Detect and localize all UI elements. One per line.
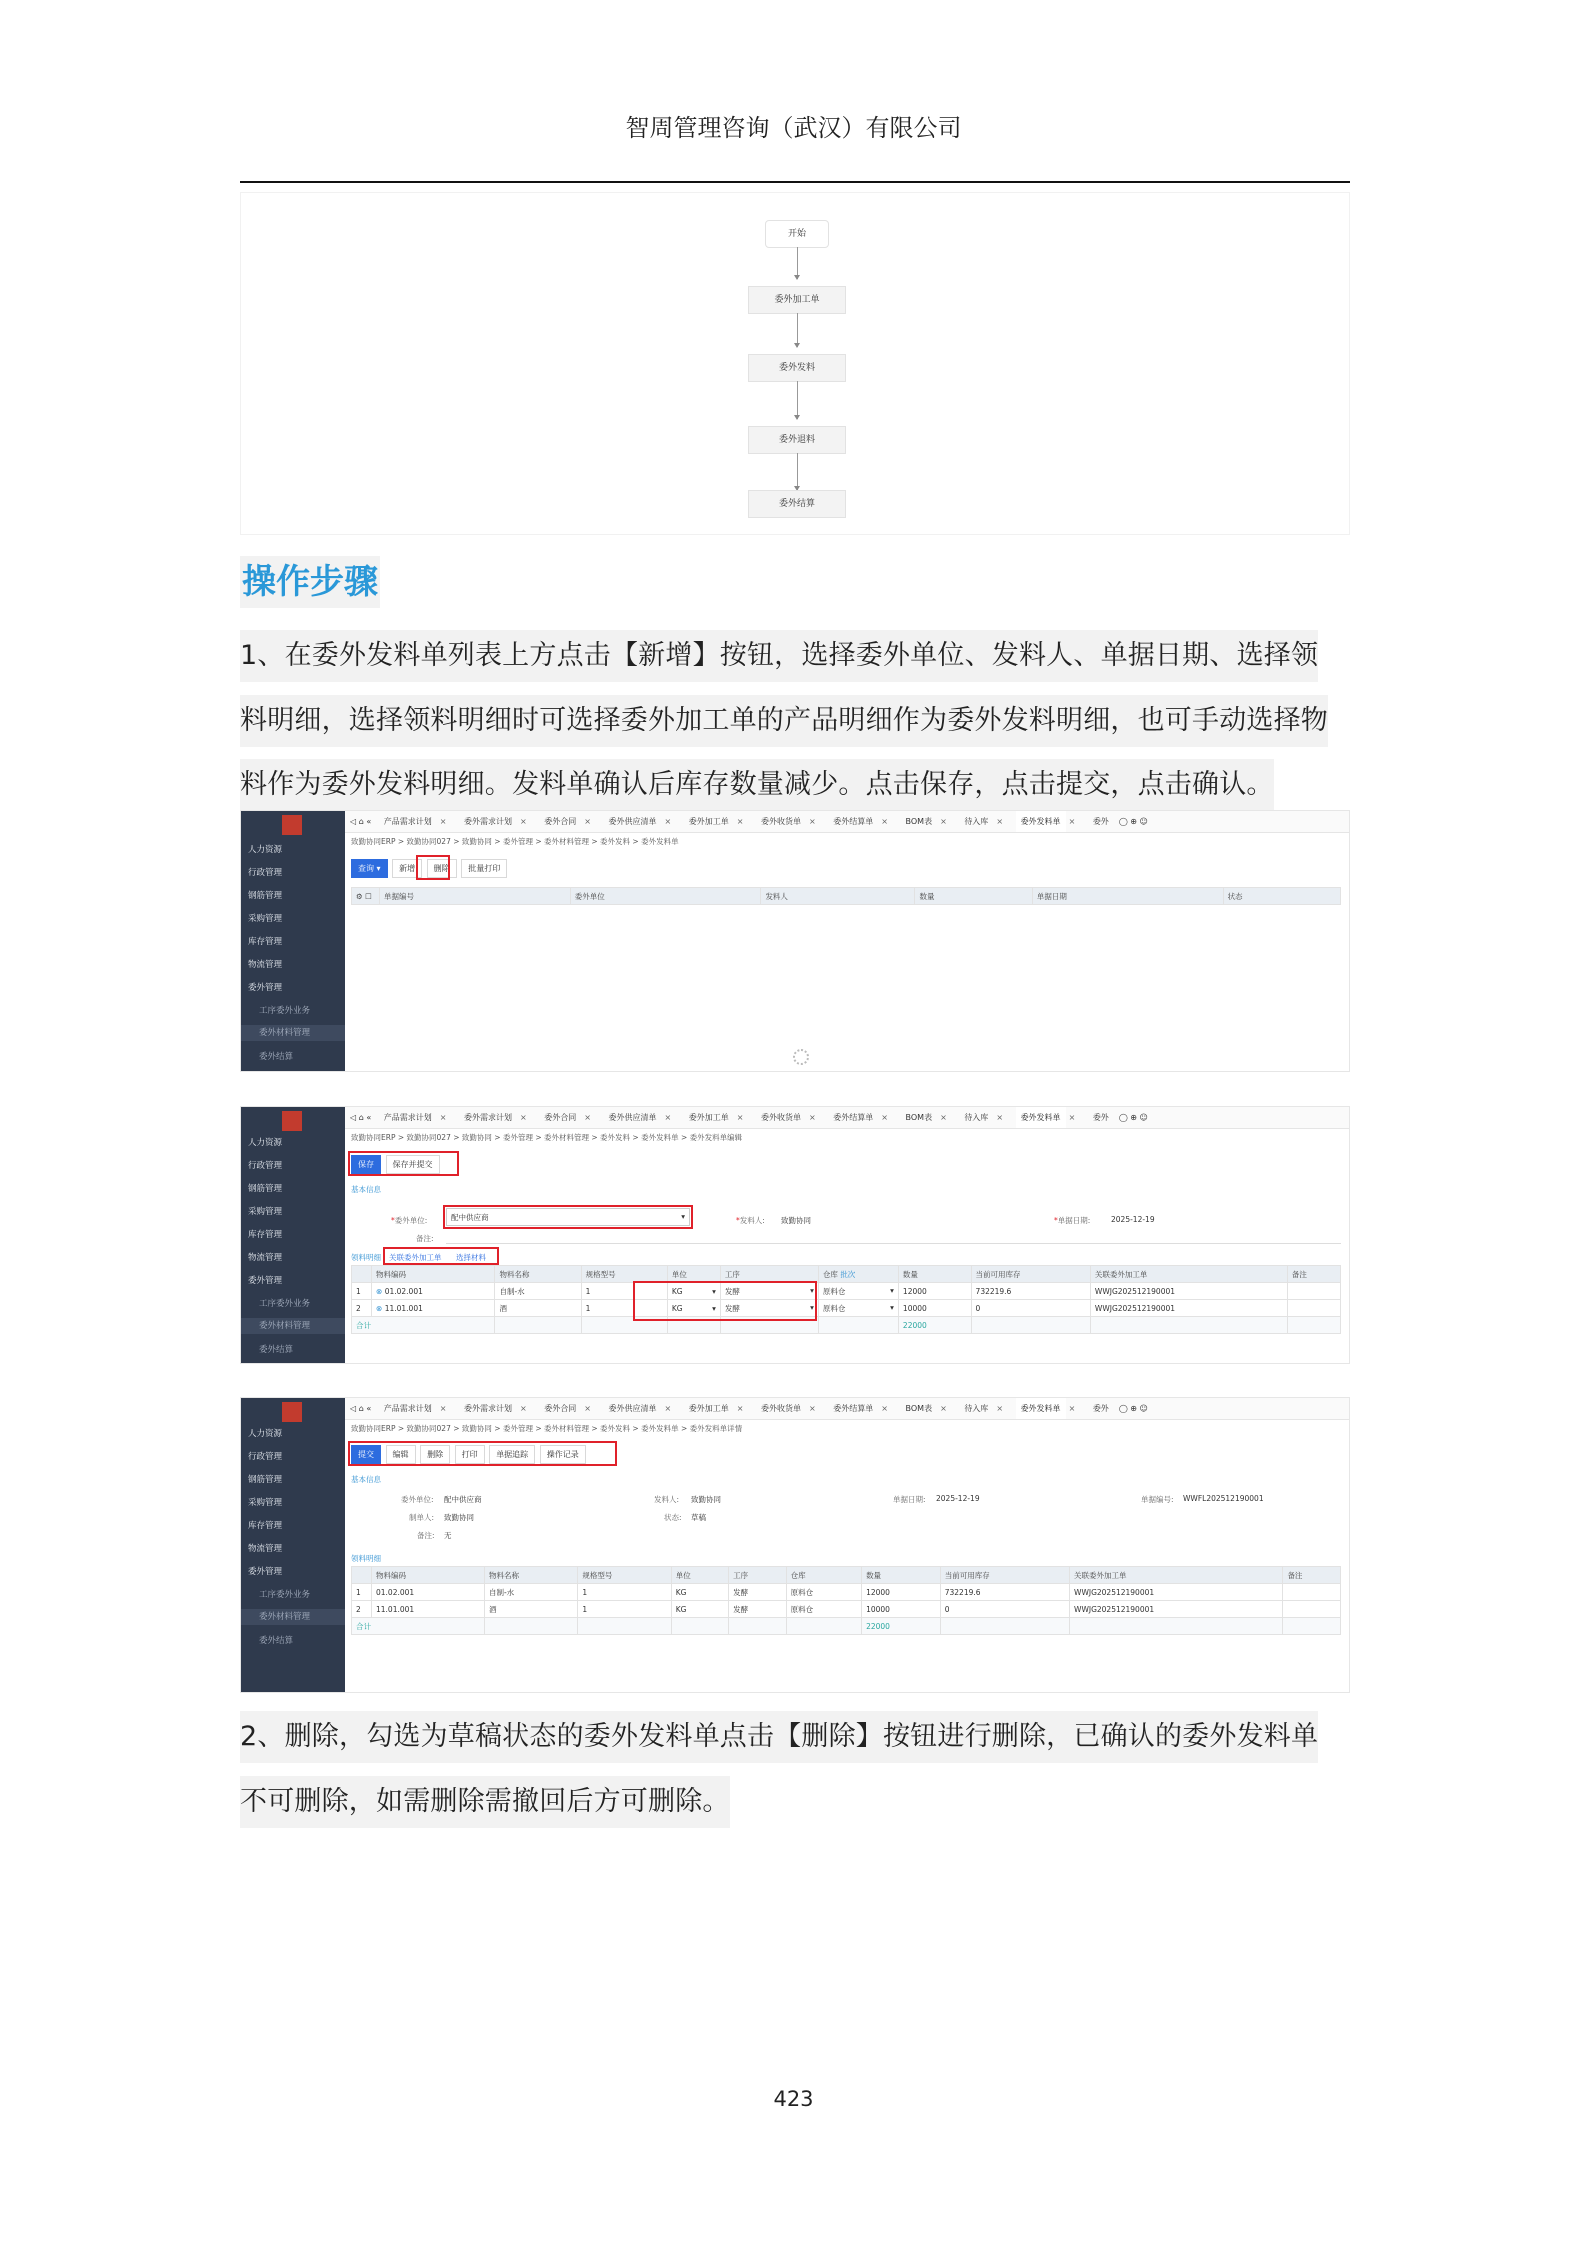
tab-bar [345,1107,1349,1129]
logo [282,1402,302,1422]
screenshot-detail [240,1397,1350,1693]
tab[interactable]: 委外合同 [544,1113,577,1122]
sidebar-item[interactable]: 钢筋管理 [248,1475,283,1485]
sidebar [241,1398,345,1692]
column-header: 当前可用库存 [940,1567,1069,1584]
tab[interactable]: 委外合同 [544,1404,577,1413]
close-icon[interactable]: × [1068,1113,1076,1122]
total-row: 合计 22000 [352,1618,1341,1635]
close-icon[interactable]: × [664,1113,672,1122]
logo [282,1111,302,1131]
column-header: 物料名称 [495,1266,581,1283]
close-icon[interactable]: × [584,817,591,826]
close-icon[interactable]: × [664,817,672,826]
sidebar-item[interactable]: 采购管理 [248,914,283,924]
column-header[interactable]: 状态 [1223,888,1340,905]
sidebar-item[interactable]: 库存管理 [248,937,283,947]
total-row: 合计 22000 [352,1317,1341,1334]
paragraph-line: 1、在委外发料单列表上方点击【新增】按钮，选择委外单位、发料人、单据日期、选择领 [240,630,1318,682]
tab[interactable]: 委外供应清单 [608,1113,657,1122]
tab[interactable]: 委外供应清单 [608,817,657,826]
flow-arrow [797,247,798,279]
field-label: 单据编号: [1141,1495,1174,1504]
sidebar-item[interactable]: 物流管理 [248,1253,283,1263]
list-table [351,887,1341,905]
close-icon[interactable]: × [809,1404,816,1413]
sidebar [241,811,345,1071]
globe-icon[interactable]: ◯ ⊕ ☺ [1118,1113,1148,1122]
batch-print-button[interactable]: 批量打印 [461,859,507,878]
flow-node-order: 委外加工单 [748,286,846,314]
tab[interactable]: ◁ ⌂ « [350,817,372,826]
tab[interactable]: 产品需求计划 [383,1404,432,1413]
flow-node-start: 开始 [765,220,829,248]
globe-icon[interactable]: ◯ ⊕ ☺ [1118,817,1148,826]
tab-bar [345,811,1349,833]
tab-bar [345,1398,1349,1420]
table-row[interactable]: 1 ⊗ 01.02.001 自制-水 1 KG ▾ 发酵 ▾ 原料仓 ▾ 12000 732219.6 WWJG202512190001 [352,1283,1341,1300]
column-header: 关联委外加工单 [1090,1266,1287,1283]
tab-active[interactable]: 委外发料单 [1016,811,1066,833]
unit-select[interactable]: 配中供应商 ▾ [446,1208,690,1226]
log-button[interactable]: 操作记录 [540,1445,586,1464]
close-icon[interactable]: × [940,817,947,826]
trace-button[interactable]: 单据追踪 [489,1445,535,1464]
close-icon[interactable]: × [520,1113,527,1122]
delete-button[interactable]: 删除 [427,859,457,878]
close-icon[interactable]: × [881,1113,888,1122]
tab[interactable]: BOM表 [905,1113,933,1122]
logo [282,815,302,835]
remove-icon[interactable]: ⊗ [376,1286,383,1296]
close-icon[interactable]: × [940,1404,947,1413]
close-icon[interactable]: × [736,1113,744,1122]
sidebar-subitem[interactable]: 委外结算 [259,1345,294,1355]
tab[interactable]: 待入库 [964,1404,989,1413]
paragraph-line: 料作为委外发料明细。发料单确认后库存数量减少。点击保存，点击提交，点击确认。 [240,759,1274,811]
column-header: 单位 [667,1266,720,1283]
breadcrumb: 致勤协同ERP > 致勤协同027 > 致勤协同 > 委外管理 > 委外材料管理 > 委外发料 > 委外发料单 [351,837,679,846]
column-header: 仓库 [786,1567,861,1584]
remove-icon[interactable]: ⊗ [376,1303,383,1313]
column-header: 物料编码 [372,1567,485,1584]
tab[interactable]: 委外加工单 [688,817,729,826]
tab[interactable]: 委外合同 [544,817,577,826]
sidebar-item[interactable]: 委外管理 [248,1567,283,1577]
sidebar-item[interactable]: 委外管理 [248,983,283,993]
flowchart [240,192,1350,535]
globe-icon[interactable]: ◯ ⊕ ☺ [1118,1404,1148,1413]
column-header: 数量 [898,1266,971,1283]
section-label: 基本信息 [351,1185,381,1194]
sidebar-item[interactable]: 库存管理 [248,1230,283,1240]
column-header: 当前可用库存 [971,1266,1090,1283]
save-button[interactable]: 保存 [351,1155,381,1174]
print-button[interactable]: 打印 [455,1445,485,1464]
close-icon[interactable]: × [584,1404,591,1413]
warehouse-select[interactable]: 原料仓 ▾ [818,1300,898,1317]
sidebar-subitem-active[interactable]: 委外材料管理 [241,1609,345,1625]
column-header[interactable]: 单据编号 [380,888,571,905]
sidebar-item[interactable]: 物流管理 [248,960,283,970]
close-icon[interactable]: × [996,817,1004,826]
field-label: 状态: [664,1513,682,1522]
delete-button[interactable]: 删除 [420,1445,450,1464]
warehouse-select[interactable]: 原料仓 ▾ [818,1283,898,1300]
sidebar-item[interactable]: 钢筋管理 [248,891,283,901]
select-material-button[interactable]: 选择材料 [456,1253,486,1262]
flow-arrow [797,453,798,490]
sidebar-subitem-active[interactable]: 委外材料管理 [241,1025,345,1041]
tab[interactable]: BOM表 [905,1404,933,1413]
link-order-button[interactable]: 关联委外加工单 [389,1253,442,1262]
column-header: 仓库 批次 [818,1266,898,1283]
close-icon[interactable]: × [940,1113,947,1122]
qty-input[interactable]: 12000 [898,1283,971,1300]
tab[interactable]: 产品需求计划 [383,817,432,826]
tab-active[interactable]: 委外发料单 [1016,1107,1066,1129]
column-header: 单位 [671,1567,728,1584]
close-icon[interactable]: × [1068,1404,1076,1413]
sidebar-item[interactable]: 采购管理 [248,1498,283,1508]
field-label: *委外单位: [391,1216,428,1225]
add-button[interactable]: 新增 [392,859,422,878]
tab[interactable]: 委外收货单 [761,1404,802,1413]
section-title: 操作步骤 [240,556,380,608]
process-select[interactable]: 发酵 ▾ [720,1300,818,1317]
tab[interactable]: BOM表 [905,817,933,826]
detail-table [351,1265,1341,1334]
highlight-box [443,1205,693,1229]
flow-node-issue: 委外发料 [748,354,846,382]
sidebar-subitem[interactable]: 工序委外业务 [259,1006,311,1016]
highlight-box [348,1441,617,1466]
sidebar-subitem[interactable]: 工序委外业务 [259,1299,311,1309]
flow-arrow [797,313,798,347]
table-row[interactable]: 1 01.02.001 自制-水 1 KG 发酵 原料仓 12000 732219.6 WWJG202512190001 [352,1584,1341,1601]
remark-field[interactable] [446,1230,1341,1244]
column-header: 数量 [862,1567,941,1584]
date-field[interactable]: 2025-12-19 [1111,1215,1155,1224]
tab[interactable]: 产品需求计划 [383,1113,432,1122]
doc-no-value: WWFL202512190001 [1183,1494,1264,1503]
tab[interactable]: ◁ ⌂ « [350,1404,372,1413]
sidebar-item[interactable]: 人力资源 [248,845,283,855]
tab[interactable]: 委外加工单 [688,1113,729,1122]
page-number: 423 [773,2087,814,2111]
sidebar-subitem[interactable]: 委外结算 [259,1636,294,1646]
breadcrumb: 致勤协同ERP > 致勤协同027 > 致勤协同 > 委外管理 > 委外材料管理 > 委外发料 > 委外发料单 > 委外发料单详情 [351,1424,743,1433]
column-header[interactable]: 单据日期 [1032,888,1223,905]
close-icon[interactable]: × [520,817,527,826]
close-icon[interactable]: × [439,1113,447,1122]
tab[interactable]: 委外结算单 [833,1113,874,1122]
tab-active[interactable]: 委外发料单 [1016,1398,1066,1420]
submit-button[interactable]: 提交 [351,1445,381,1464]
unit-value: 配中供应商 [444,1495,482,1504]
tab[interactable]: 待入库 [964,1113,989,1122]
close-icon[interactable]: × [809,817,816,826]
page-header: 智周管理咨询（武汉）有限公司 [625,114,962,142]
date-value: 2025-12-19 [936,1494,980,1503]
close-icon[interactable]: × [881,1404,888,1413]
tab[interactable]: 委外 [1092,1404,1109,1413]
field-label: 制单人: [409,1513,435,1522]
field-label: 备注: [417,1531,435,1540]
field-label: 单据日期: [893,1495,926,1504]
header-rule [240,181,1350,183]
tab[interactable]: 委外需求计划 [464,1404,513,1413]
tab[interactable]: 委外加工单 [688,1404,729,1413]
sidebar-item[interactable]: 人力资源 [248,1138,283,1148]
flow-node-settle: 委外结算 [748,490,846,518]
close-icon[interactable]: × [809,1113,816,1122]
sidebar [241,1107,345,1363]
sidebar-item[interactable]: 行政管理 [248,868,283,878]
section-label: 领料明细 [351,1253,381,1262]
gear-icon[interactable]: ⚙ ☐ [352,888,380,905]
close-icon[interactable]: × [439,817,447,826]
close-icon[interactable]: × [881,817,888,826]
close-icon[interactable]: × [736,1404,744,1413]
column-header: 工序 [720,1266,818,1283]
flow-arrow [797,381,798,419]
sidebar-subitem[interactable]: 工序委外业务 [259,1590,311,1600]
remark-value: 无 [444,1531,452,1540]
tab[interactable]: 委外 [1092,817,1109,826]
tab[interactable]: ◁ ⌂ « [350,1113,372,1122]
close-icon[interactable]: × [996,1404,1004,1413]
close-icon[interactable]: × [664,1404,672,1413]
tab[interactable]: 委外需求计划 [464,817,513,826]
sidebar-item[interactable]: 库存管理 [248,1521,283,1531]
tab[interactable]: 委外供应清单 [608,1404,657,1413]
column-header: 规格型号 [581,1266,667,1283]
breadcrumb: 致勤协同ERP > 致勤协同027 > 致勤协同 > 委外管理 > 委外材料管理 > 委外发料 > 委外发料单 > 委外发料单编辑 [351,1133,743,1142]
process-select[interactable]: 发酵 ▾ [720,1283,818,1300]
column-header: 备注 [1287,1266,1340,1283]
close-icon[interactable]: × [1068,817,1076,826]
tab[interactable]: 委外收货单 [761,817,802,826]
sidebar-item[interactable]: 委外管理 [248,1276,283,1286]
close-icon[interactable]: × [996,1113,1004,1122]
sidebar-item[interactable]: 钢筋管理 [248,1184,283,1194]
tab[interactable]: 委外结算单 [833,817,874,826]
column-header[interactable]: 数量 [915,888,1032,905]
detail-table [351,1566,1341,1635]
section-label: 基本信息 [351,1475,381,1484]
sidebar-subitem[interactable]: 委外结算 [259,1052,294,1062]
creator-value: 致勤协同 [444,1513,474,1522]
field-label: *单据日期: [1054,1216,1091,1225]
sidebar-item[interactable]: 行政管理 [248,1161,283,1171]
sidebar-subitem-active[interactable]: 委外材料管理 [241,1318,345,1334]
column-header: 物料编码 [372,1266,495,1283]
field-label: 发料人: [654,1495,680,1504]
tab[interactable]: 委外需求计划 [464,1113,513,1122]
section-label: 领料明细 [351,1554,381,1563]
issuer-field[interactable]: 致勤协同 [781,1216,811,1225]
table-row[interactable]: 2 ⊗ 11.01.001 酒 1 KG ▾ 发酵 ▾ 原料仓 ▾ 10000 0 WWJG202512190001 [352,1300,1341,1317]
sidebar-item[interactable]: 行政管理 [248,1452,283,1462]
close-icon[interactable]: × [439,1404,447,1413]
tab[interactable]: 委外 [1092,1113,1109,1122]
paragraph-line: 料明细，选择领料明细时可选择委外加工单的产品明细作为委外发料明细，也可手动选择物 [240,695,1328,747]
sidebar-item[interactable]: 采购管理 [248,1207,283,1217]
close-icon[interactable]: × [584,1113,591,1122]
screenshot-edit [240,1106,1350,1364]
highlight-box [416,855,450,880]
save-submit-button[interactable]: 保存并提交 [386,1155,440,1174]
status-badge: 草稿 [691,1513,706,1522]
loading-spinner-icon [793,1049,809,1065]
highlight-box [383,1247,499,1265]
paragraph-line: 2、删除，勾选为草稿状态的委外发料单点击【删除】按钮进行删除，已确认的委外发料单 [240,1711,1318,1763]
flow-node-return: 委外退料 [748,426,846,454]
qty-input[interactable]: 10000 [898,1300,971,1317]
column-header: 工序 [729,1567,786,1584]
column-header[interactable]: 发料人 [761,888,915,905]
close-icon[interactable]: × [520,1404,527,1413]
issuer-value: 致勤协同 [691,1495,721,1504]
edit-button[interactable]: 编辑 [386,1445,416,1464]
sidebar-item[interactable]: 人力资源 [248,1429,283,1439]
highlight-box [633,1281,817,1321]
tab[interactable]: 待入库 [964,817,989,826]
sidebar-item[interactable]: 物流管理 [248,1544,283,1554]
screenshot-list [240,810,1350,1072]
table-row[interactable]: 2 11.01.001 酒 1 KG 发酵 原料仓 10000 0 WWJG202512190001 [352,1601,1341,1618]
tab[interactable]: 委外结算单 [833,1404,874,1413]
tab[interactable]: 委外收货单 [761,1113,802,1122]
close-icon[interactable]: × [736,817,744,826]
column-header[interactable]: 委外单位 [570,888,761,905]
column-header: 规格型号 [578,1567,671,1584]
field-label: 委外单位: [401,1495,434,1504]
column-header: 物料名称 [484,1567,577,1584]
field-label: *发料人: [736,1216,765,1225]
field-label: 备注: [416,1234,434,1243]
query-button[interactable]: 查询 ▾ [351,859,388,878]
paragraph-line: 不可删除，如需删除需撤回后方可删除。 [240,1776,730,1828]
column-header: 关联委外加工单 [1070,1567,1283,1584]
highlight-box [348,1151,459,1176]
column-header: 备注 [1283,1567,1341,1584]
